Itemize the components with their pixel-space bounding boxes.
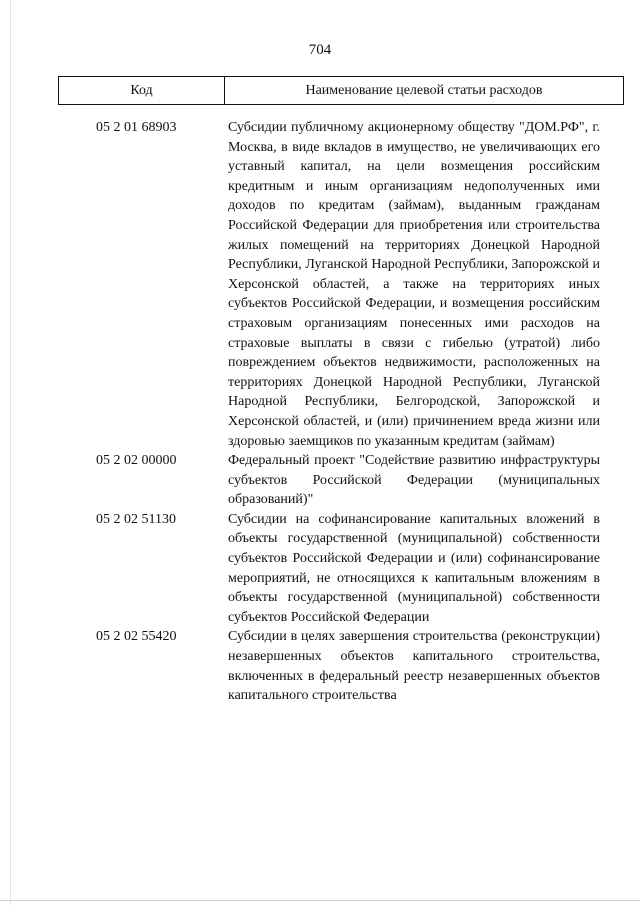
row-text: Субсидии в целях завершения строительства (реконструкции) незавершенных объектов капитального строительства, включенных в федеральный реестр незавершенных объектов капитального строительства [228, 629, 600, 704]
header-name: Наименование целевой статьи расходов [305, 82, 543, 98]
table-row [58, 451, 624, 510]
table-row [58, 627, 624, 705]
row-code: 05 2 02 00000 [96, 453, 177, 469]
row-text: Субсидии на софинансирование капитальных вложений в объекты государственной (муниципальной) собственности субъектов Российской Федерации и (или) софинансирование мероприятий, не относящихся к капитальным вложениям в объекты государственной (муниципальной) собственности субъектов Российской Федерации [228, 511, 600, 625]
page-number: 704 [308, 42, 332, 58]
row-code: 05 2 02 55420 [96, 629, 177, 645]
table-body [58, 118, 624, 706]
row-text: Федеральный проект "Содействие развитию инфраструктуры субъектов Российской Федерации (муниципальных образований)" [228, 453, 600, 508]
table-header [58, 76, 624, 105]
row-text: Субсидии публичному акционерному обществу "ДОМ.РФ", г. Москва, в виде вкладов в имущество, не увеличивающих его уставный капитал, на цели возмещения российским кредитным и иным организациям недополученных ими доходов по кредитам (займам), выданным гражданам Российской Федерации для приобретения или строительства жилых помещений на территориях Донецкой Народной Республики, Луганской Народной Республики, Запорожской и Херсонской областей, а также на территориях иных субъектов Российской Федерации, и возмещения российским страховым организациям понесенных ими расходов на страховые выплаты в связи с гибелью (утратой) либо повреждением объектов недвижимости, расположенных на территориях Донецкой Народной Республики, Луганской Народной Республики, Белгородской, Запорожской и Херсонской областей, и (или) причинением вреда жизни или здоровью заемщиков по указанным кредитам (займам) [228, 120, 600, 449]
header-code: Код [59, 77, 225, 104]
row-code: 05 2 01 68903 [96, 120, 177, 135]
row-code: 05 2 02 51130 [96, 511, 176, 527]
table-row [58, 510, 624, 628]
table-row [58, 118, 624, 451]
scan-edge-line [10, 0, 11, 905]
scan-bottom-edge [0, 900, 640, 901]
